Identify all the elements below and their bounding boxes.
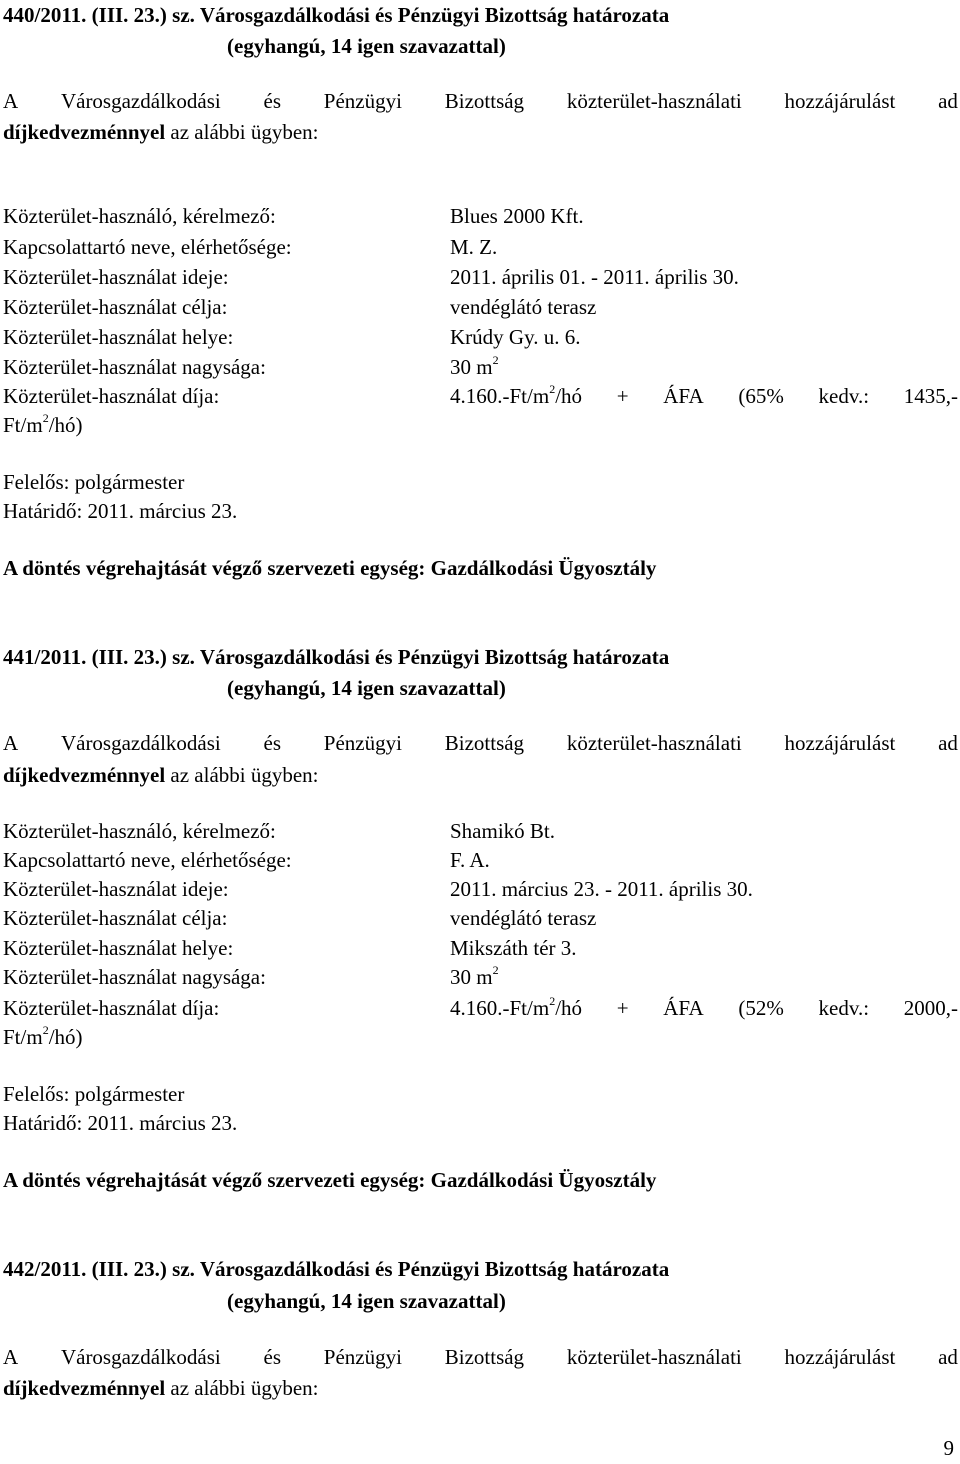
intro-line: A Városgazdálkodási és Pénzügyi Bizottság közterület-használati hozzájárulást ad <box>3 731 958 755</box>
field-label: Közterület-használat célja: <box>3 295 228 319</box>
executing-unit: A döntés végrehajtását végző szervezeti egység: Gazdálkodási Ügyosztály <box>3 1168 657 1192</box>
field-value: 30 $m^2$ <box>450 353 499 379</box>
decision-title: Városgazdálkodási és Pénzügyi Bizottság határozata <box>199 1257 670 1281</box>
intro-line-2: díjkedvezménnyel az alábbi ügyben: <box>3 763 319 787</box>
field-label: Közterület-használat ideje: <box>3 877 229 901</box>
field-label: Közterület-használat nagysága: <box>3 965 266 989</box>
vote-result: (egyhangú, 14 igen szavazattal) <box>227 34 506 58</box>
decision-title: Városgazdálkodási és Pénzügyi Bizottság határozata <box>199 645 670 669</box>
executing-unit: A döntés végrehajtását végző szervezeti egység: Gazdálkodási Ügyosztály <box>3 556 657 580</box>
intro-line-2: díjkedvezménnyel az alábbi ügyben: <box>3 120 319 144</box>
decision-header <box>3 647 669 668</box>
field-label: Közterület-használó, kérelmező: <box>3 819 276 843</box>
decision-number: 442/2011. (III. 23.) sz. <box>3 1257 195 1281</box>
field-label: Közterület-használat nagysága: <box>3 355 266 379</box>
intro-line-2: díjkedvezménnyel az alábbi ügyben: <box>3 1376 319 1400</box>
field-label: Kapcsolattartó neve, elérhetősége: <box>3 848 292 872</box>
field-value: Blues 2000 Kft. <box>450 204 584 228</box>
intro-line: A Városgazdálkodási és Pénzügyi Bizottság közterület-használati hozzájárulást ad <box>3 1345 958 1369</box>
decision-header <box>3 5 669 26</box>
field-value: Mikszáth tér 3. <box>450 936 577 960</box>
decision-title: Városgazdálkodási és Pénzügyi Bizottság határozata <box>199 3 670 27</box>
fee-value: $4.160.-Ft/m^2/hó$ + ÁFA (65% kedv.: 1435,- <box>450 382 958 408</box>
field-label: Kapcsolattartó neve, elérhetősége: <box>3 235 292 259</box>
decision-number: 440/2011. (III. 23.) sz. <box>3 3 195 27</box>
field-value: Shamikó Bt. <box>450 819 556 843</box>
fee-label: Közterület-használat díja: <box>3 384 220 408</box>
field-value: Krúdy Gy. u. 6. <box>450 325 581 349</box>
decision-number: 441/2011. (III. 23.) sz. <box>3 645 195 669</box>
field-label: Közterület-használat helye: <box>3 936 234 960</box>
field-label: Közterület-használat célja: <box>3 906 228 930</box>
deadline: Határidő: 2011. március 23. <box>3 499 238 523</box>
vote-result: (egyhangú, 14 igen szavazattal) <box>227 1289 506 1313</box>
field-value: 2011. március 23. - 2011. április 30. <box>450 877 753 901</box>
fee-continuation: $Ft/m^2/hó$) <box>3 411 83 437</box>
intro-line: A Városgazdálkodási és Pénzügyi Bizottság közterület-használati hozzájárulást ad <box>3 89 958 113</box>
field-value: vendéglátó terasz <box>450 295 597 319</box>
deadline: Határidő: 2011. március 23. <box>3 1111 238 1135</box>
field-label: Közterület-használó, kérelmező: <box>3 204 276 228</box>
page-number: 9 <box>943 1436 954 1460</box>
field-value: F. A. <box>450 848 490 872</box>
field-label: Közterület-használat ideje: <box>3 265 229 289</box>
decision-header <box>3 1259 669 1280</box>
vote-result: (egyhangú, 14 igen szavazattal) <box>227 676 506 700</box>
responsible: Felelős: polgármester <box>3 1082 185 1106</box>
field-value: M. Z. <box>450 235 498 259</box>
field-value: vendéglátó terasz <box>450 906 597 930</box>
fee-continuation: $Ft/m^2/hó$) <box>3 1023 83 1049</box>
responsible: Felelős: polgármester <box>3 470 185 494</box>
field-value: 30 $m^2$ <box>450 963 499 989</box>
field-value: 2011. április 01. - 2011. április 30. <box>450 265 739 289</box>
fee-value: $4.160.-Ft/m^2/hó$ + ÁFA (52% kedv.: 2000,- <box>450 994 958 1020</box>
fee-label: Közterület-használat díja: <box>3 996 220 1020</box>
field-label: Közterület-használat helye: <box>3 325 234 349</box>
